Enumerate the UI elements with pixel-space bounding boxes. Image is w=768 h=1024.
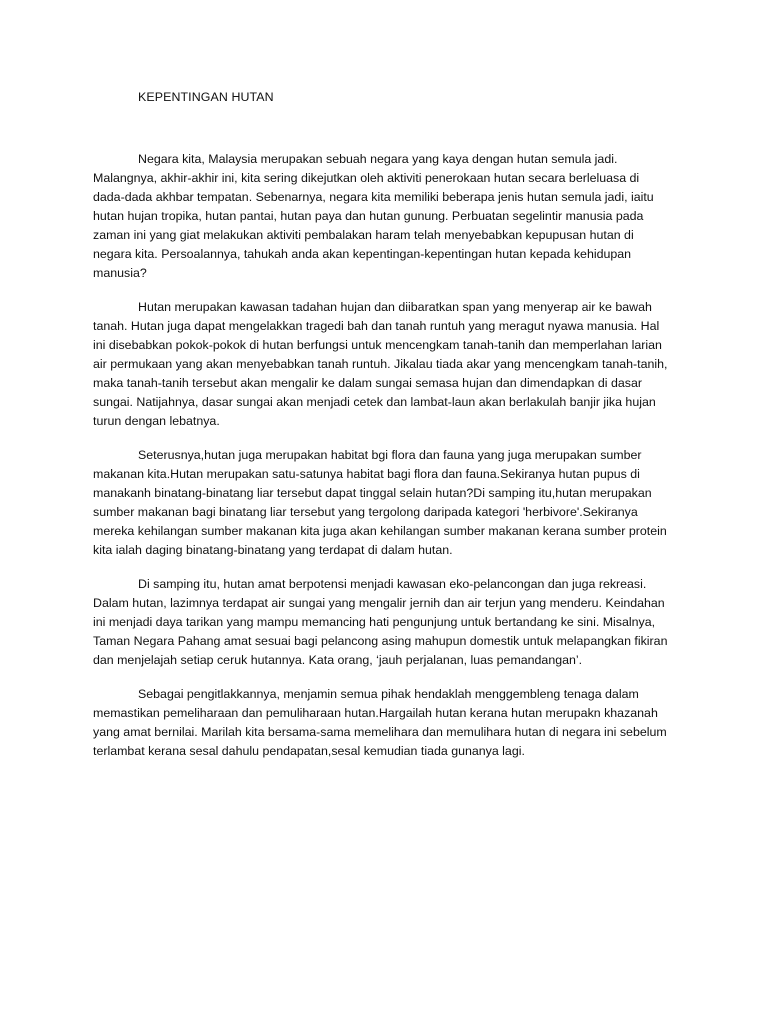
paragraph-conclusion: Sebagai pengitlakkannya, menjamin semua pihak hendaklah menggembleng tenaga dalam memastikan pemeliharaan dan pemuliharaan hutan.Hargailah hutan kerana hutan merupakn khazanah yang amat bernilai. Marilah kita bersama-sama memelihara dan memulihara hutan di negara ini sebelum terlambat kerana sesal dahulu pendapatan,sesal kemudian tiada gunanya lagi. [93, 687, 667, 758]
document-body [93, 150, 673, 776]
paragraph-ecotourism: Di samping itu, hutan amat berpotensi menjadi kawasan eko-pelancongan dan juga rekreasi. Dalam hutan, lazimnya terdapat air sungai yang mengalir jernih dan air terjun yang menderu. Keindahan ini menjadi daya tarikan yang mampu memancing hati pengunjung untuk bertandang ke sini. Misalnya, Taman Negara Pahang amat sesuai bagi pelancong asing mahupun domestik untuk melapangkan fikiran dan menjelajah setiap ceruk hutannya. Kata orang, ‘jauh perjalanan, luas pemandangan’. [93, 577, 668, 667]
document-title: KEPENTINGAN HUTAN [138, 90, 274, 104]
paragraph-habitat: Seterusnya,hutan juga merupakan habitat bgi flora dan fauna yang juga merupakan sumber makanan kita.Hutan merupakan satu-satunya habitat bagi flora dan fauna.Sekiranya hutan pupus di manakanh binatang-binatang liar tersebut dapat tinggal selain hutan?Di samping itu,hutan merupakan sumber makanan bagi binatang liar tersebut yang tergolong daripada kategori 'herbivore'.Sekiranya mereka kehilangan sumber makanan kita juga akan kehilangan sumber makanan kerana sumber protein kita ialah daging binatang-binatang yang terdapat di dalam hutan. [93, 448, 667, 557]
paragraph-water-catchment: Hutan merupakan kawasan tadahan hujan dan diibaratkan span yang menyerap air ke bawah tanah. Hutan juga dapat mengelakkan tragedi bah dan tanah runtuh yang meragut nyawa manusia. Hal ini disebabkan pokok-pokok di hutan berfungsi untuk mencengkam tanah-tanih dan memperlahan larian air permukaan yang akan menyebabkan tanah runtuh. Jikalau tiada akar yang mencengkam tanah-tanih, maka tanah-tanih tersebut akan mengalir ke dalam sungai semasa hujan dan dimendapkan di dasar sungai. Natijahnya, dasar sungai akan menjadi cetek dan lambat-laun akan berlakulah banjir jika hujan turun dengan lebatnya. [93, 300, 668, 428]
paragraph-introduction: Negara kita, Malaysia merupakan sebuah negara yang kaya dengan hutan semula jadi. Malangnya, akhir-akhir ini, kita sering dikejutkan oleh aktiviti penerokaan hutan secara berleluasa di dada-dada akhbar tempatan. Sebenarnya, negara kita memiliki beberapa jenis hutan semula jadi, iaitu hutan hujan tropika, hutan pantai, hutan paya dan hutan gunung. Perbuatan segelintir manusia pada zaman ini yang giat melakukan aktiviti pembalakan haram telah menyebabkan kepupusan hutan di negara kita. Persoalannya, tahukah anda akan kepentingan-kepentingan hutan kepada kehidupan manusia? [93, 152, 654, 280]
